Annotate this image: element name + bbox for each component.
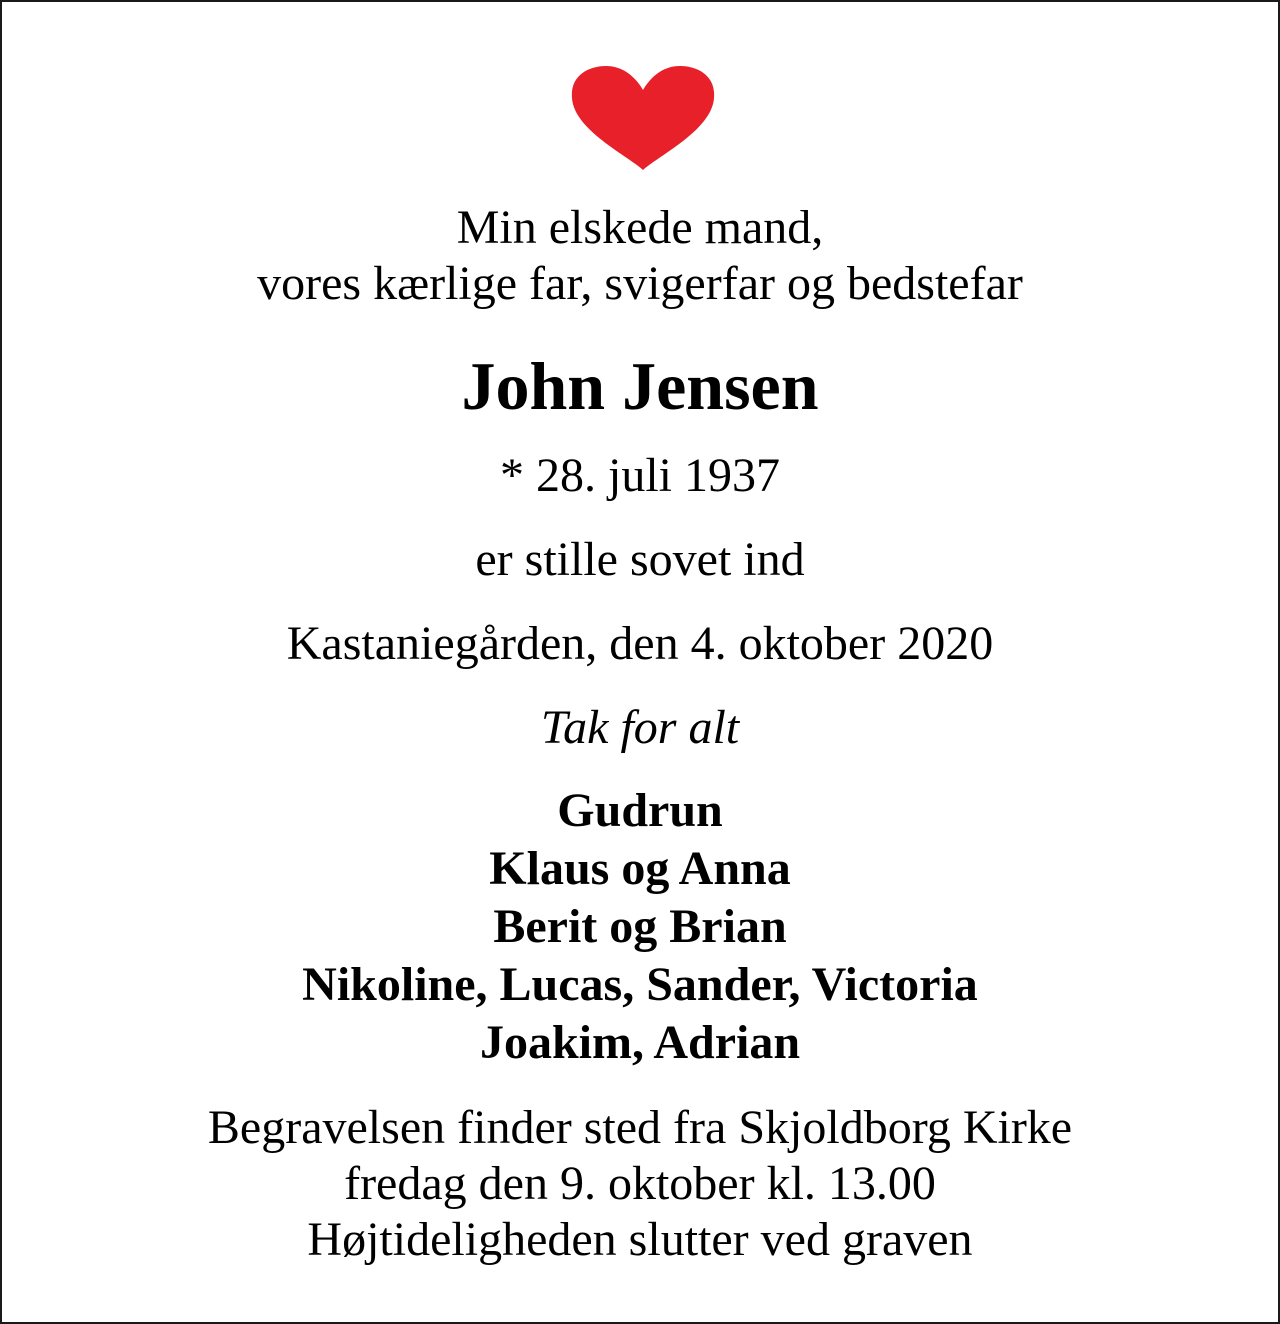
birth-date: * 28. juli 1937: [499, 449, 780, 502]
place-and-date: Kastaniegården, den 4. oktober 2020: [286, 617, 994, 670]
funeral-line-3: Højtideligheden slutter ved graven: [307, 1213, 973, 1266]
family-name-line: Joakim, Adrian: [479, 1016, 801, 1069]
family-names: [2, 782, 1278, 1072]
funeral-info: [2, 1100, 1278, 1268]
heart-icon: [570, 64, 716, 172]
intro-text: [2, 200, 1278, 312]
family-name-line: Klaus og Anna: [489, 842, 791, 895]
family-name-line: Nikoline, Lucas, Sander, Victoria: [302, 958, 978, 1011]
intro-line-1: Min elskede mand,: [456, 201, 824, 254]
deceased-name: John Jensen: [461, 348, 819, 424]
heart-shape: [572, 66, 714, 170]
thanks-text: Tak for alt: [540, 701, 740, 754]
funeral-line-2: fredag den 9. oktober kl. 13.00: [344, 1157, 936, 1210]
funeral-line-1: Begravelsen finder sted fra Skjoldborg Kirke: [207, 1101, 1073, 1154]
family-name-line: Berit og Brian: [493, 900, 787, 953]
intro-line-2: vores kærlige far, svigerfar og bedstefar: [257, 257, 1023, 310]
family-name-line: Gudrun: [557, 784, 723, 837]
passed-text: er stille sovet ind: [475, 533, 805, 586]
